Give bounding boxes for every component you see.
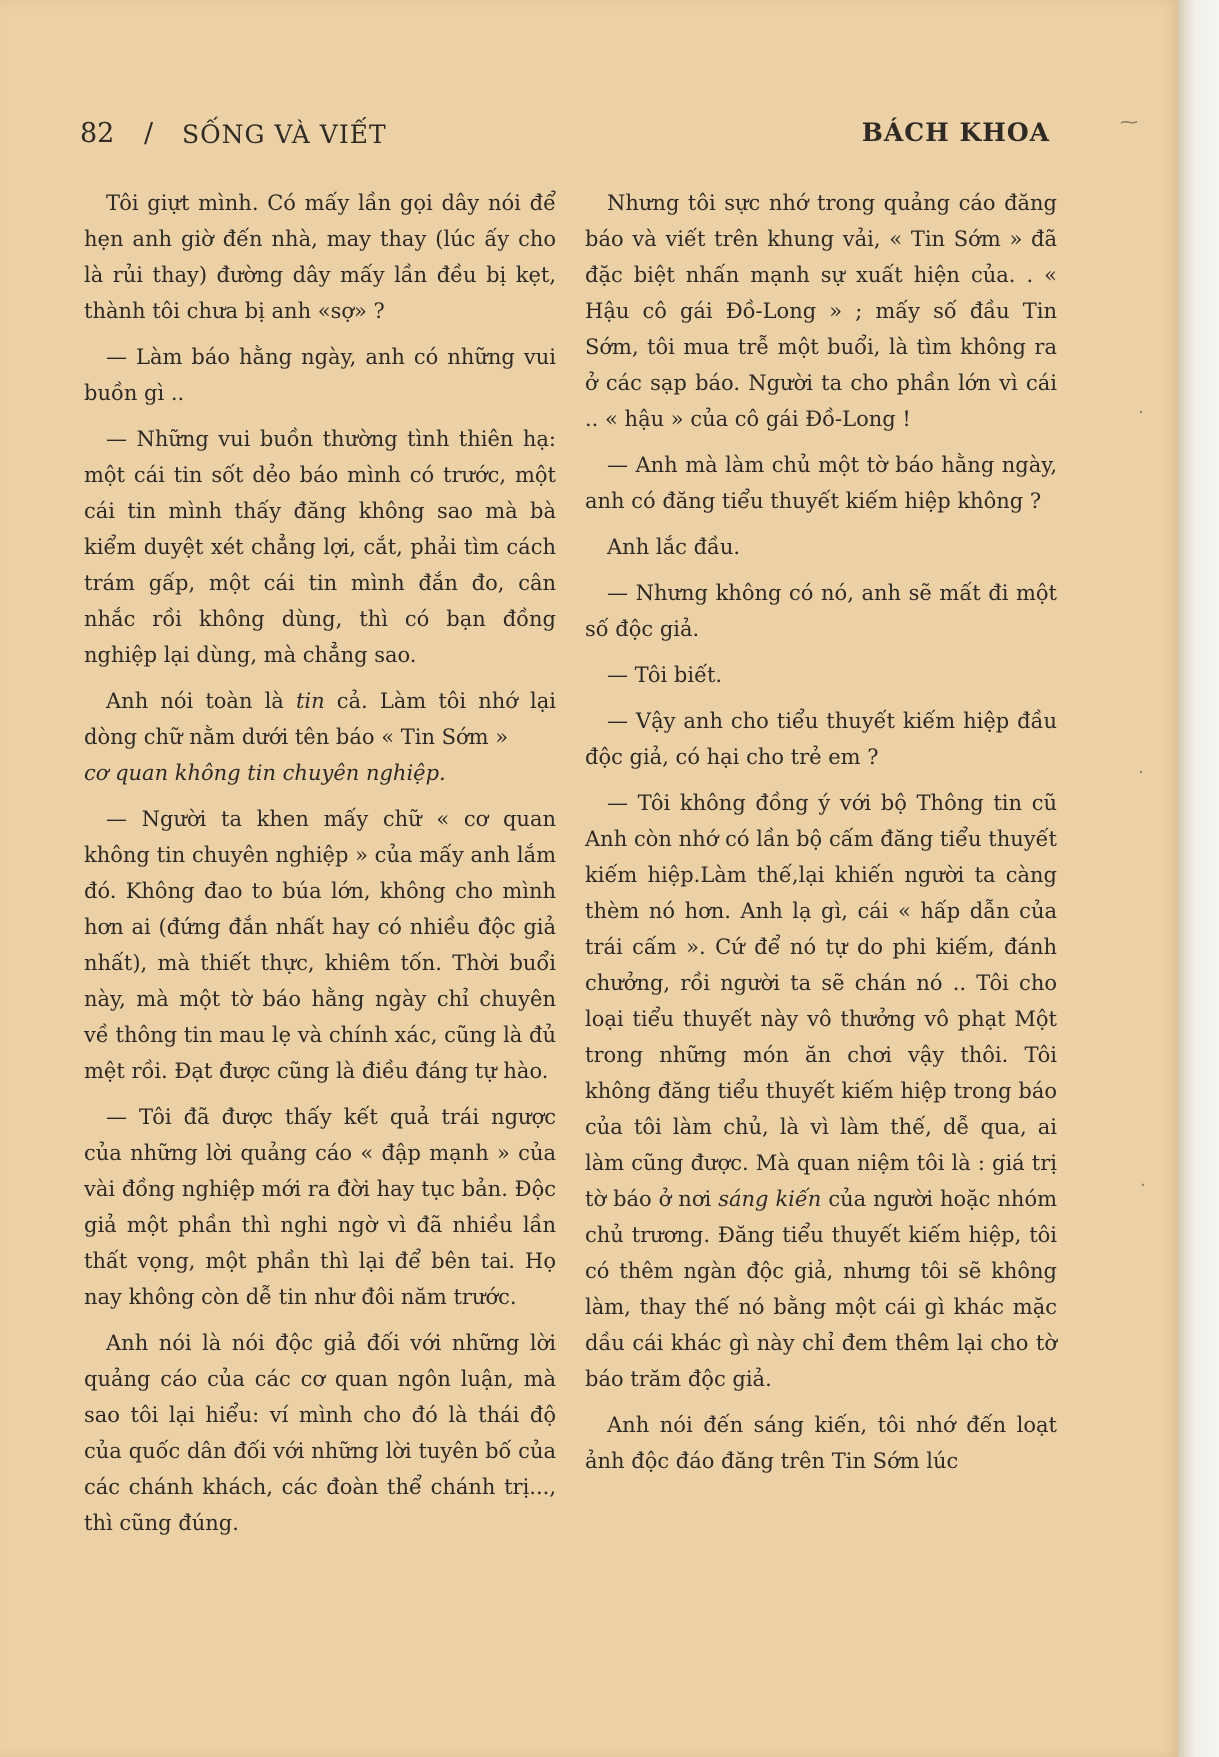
paragraph: Anh lắc đầu.: [607, 535, 741, 559]
paragraph: — Làm báo hằng ngày, anh có những vui buồn gì ..: [84, 345, 556, 405]
paragraph: — Vậy anh cho tiểu thuyết kiếm hiệp đầu độc giả, có hại cho trẻ em ?: [585, 709, 1057, 769]
text-run: của người hoặc nhóm chủ trương. Đăng tiểu thuyết kiếm hiệp, tôi có thêm ngàn độc giả, nhưng tôi sẽ không làm, thay thế nó bằng một cái gì khác mặc dầu cái khác gì này chỉ đem thêm lại cho tờ báo trăm độc giả.: [585, 1187, 1057, 1391]
right-column: [585, 185, 1057, 1489]
left-column: [84, 185, 556, 1551]
margin-speck-icon: ⁓: [1120, 112, 1138, 133]
paragraph: [585, 785, 1057, 1397]
header-separator: /: [144, 118, 154, 149]
newspaper-motto: cơ quan không tin chuyên nghiệp.: [84, 761, 446, 785]
margin-speck-icon: ·: [1140, 1175, 1146, 1196]
paragraph: [84, 683, 556, 755]
text-run: Anh nói toàn là: [106, 689, 296, 713]
paragraph: — Người ta khen mấy chữ « cơ quan không tin chuyên nghiệp » của mấy anh lắm đó. Không đao to búa lớn, không cho mình hơn ai (đứng đắn nhất hay có nhiều độc giả nhất), mà thiết thực, khiêm tốn. Thời buổi này, mà một tờ báo hằng ngày chỉ chuyên về thông tin mau lẹ và chính xác, cũng là đủ mệt rồi. Đạt được cũng là điều đáng tự hào.: [84, 807, 556, 1083]
journal-title: BÁCH KHOA: [861, 118, 1050, 147]
italic-word: sáng kiến: [718, 1187, 822, 1211]
paragraph: Anh nói đến sáng kiến, tôi nhớ đến loạt ảnh độc đáo đăng trên Tin Sớm lúc: [585, 1413, 1057, 1473]
paragraph: — Nhưng không có nó, anh sẽ mất đi một số độc giả.: [585, 581, 1057, 641]
italic-word: tin: [295, 689, 325, 713]
margin-speck-icon: ·: [1138, 402, 1144, 423]
page-header: [80, 118, 1050, 158]
paragraph: — Tôi đã được thấy kết quả trái ngược của những lời quảng cáo « đập mạnh » của vài đồng nghiệp mới ra đời hay tục bản. Độc giả một phần thì nghi ngờ vì đã nhiều lần thất vọng, một phần thì lại để bên tai. Họ nay không còn dễ tin như đôi năm trước.: [84, 1105, 556, 1309]
page-number: 82: [80, 118, 115, 149]
paragraph: Anh nói là nói độc giả đối với những lời quảng cáo của các cơ quan ngôn luận, mà sao tôi lại hiểu: ví mình cho đó là thái độ của quốc dân đối với những lời tuyên bố của các chánh khách, các đoàn thể chánh trị..., thì cũng đúng.: [84, 1331, 556, 1535]
paragraph: — Anh mà làm chủ một tờ báo hằng ngày, anh có đăng tiểu thuyết kiếm hiệp không ?: [585, 453, 1057, 513]
paragraph: — Những vui buồn thường tình thiên hạ: một cái tin sốt dẻo báo mình có trước, một cái tin mình thấy đăng không sao mà bà kiểm duyệt xét chẳng lợi, cắt, phải tìm cách trám gấp, một cái tin mình đắn đo, cân nhắc rồi không dùng, thì có bạn đồng nghiệp lại dùng, mà chẳng sao.: [84, 427, 556, 667]
margin-speck-icon: ·: [1138, 762, 1144, 783]
text-run: — Tôi không đồng ý với bộ Thông tin cũ Anh còn nhớ có lần bộ cấm đăng tiểu thuyết kiếm hiệp.Làm thế,lại khiến người ta càng thèm nó hơn. Anh lạ gì, cái « hấp dẫn của trái cấm ». Cứ để nó tự do phi kiếm, đánh chưởng, rồi người ta sẽ chán nó .. Tôi cho loại tiểu thuyết này vô thưởng vô phạt Một trong những món ăn chơi vậy thôi. Tôi không đăng tiểu thuyết kiếm hiệp trong báo của tôi làm chủ, là vì làm thế, dễ qua, ai làm cũng được. Mà quan niệm tôi là : giá trị tờ báo ở nơi: [585, 791, 1057, 1211]
page-edge: [1178, 0, 1219, 1757]
paragraph: Tôi giựt mình. Có mấy lần gọi dây nói để hẹn anh giờ đến nhà, may thay (lúc ấy cho là rủi thay) đường dây mấy lần đều bị kẹt, thành tôi chưa bị anh «sợ» ?: [84, 191, 556, 323]
section-title: SỐNG VÀ VIẾT: [182, 120, 387, 149]
text-run: cả. Làm tôi nhớ lại dòng chữ nằm dưới tên báo « Tin Sớm »: [84, 689, 556, 749]
paragraph: Nhưng tôi sực nhớ trong quảng cáo đăng báo và viết trên khung vải, « Tin Sớm » đã đặc biệt nhấn mạnh sự xuất hiện của. . « Hậu cô gái Đồ-Long » ; mấy số đầu Tin Sớm, tôi mua trễ một buổi, là tìm không ra ở các sạp báo. Người ta cho phần lớn vì cái .. « hậu » của cô gái Đồ-Long !: [585, 191, 1057, 431]
paragraph: — Tôi biết.: [607, 663, 723, 687]
